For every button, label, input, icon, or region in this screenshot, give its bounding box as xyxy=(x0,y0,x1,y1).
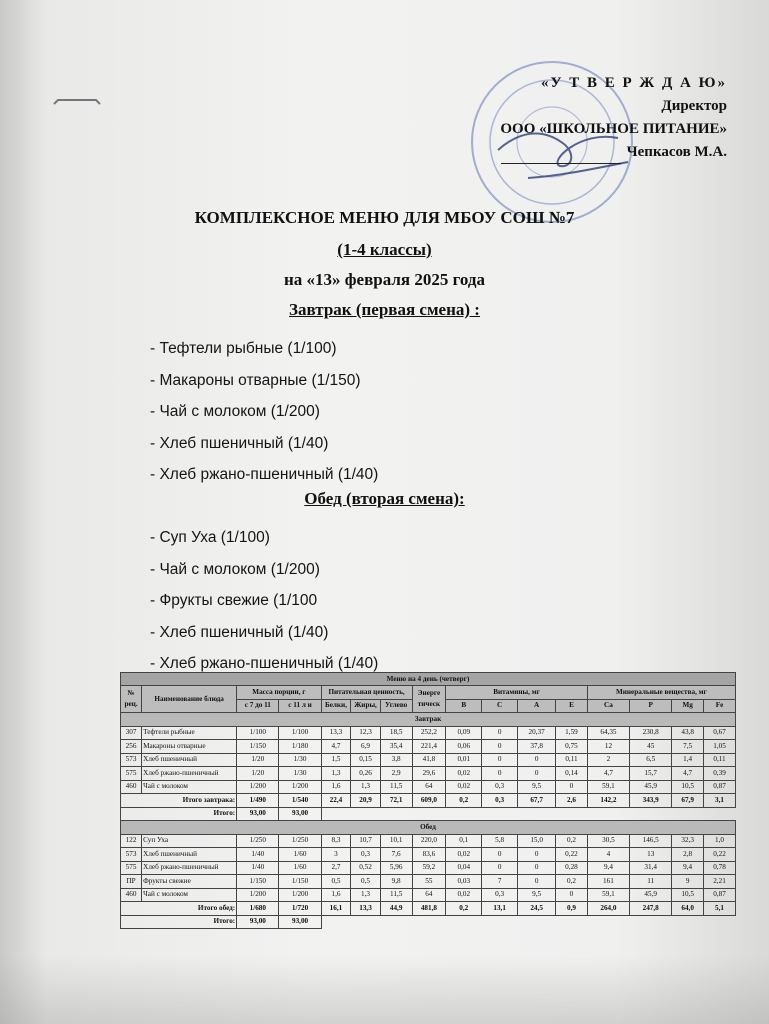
table-row xyxy=(121,888,736,902)
table-cell: 0,06 xyxy=(446,740,482,754)
table-cell: 15,7 xyxy=(630,767,672,781)
table-cell: 0 xyxy=(482,740,518,754)
total-cell: 247,8 xyxy=(630,902,672,916)
table-cell: Чай с молоком xyxy=(142,888,237,902)
table-row xyxy=(121,780,736,794)
table-cell: 29,6 xyxy=(412,767,446,781)
table-cell: Фрукты свежие xyxy=(142,875,237,889)
total-cell: 0,2 xyxy=(446,794,482,808)
table-cell: 575 xyxy=(121,767,142,781)
table-cell: 6,9 xyxy=(351,740,381,754)
sum-cell: 93,00 xyxy=(279,915,321,929)
table-cell: 0 xyxy=(482,767,518,781)
table-cell: 1,4 xyxy=(672,753,704,767)
table-cell: 221,4 xyxy=(412,740,446,754)
table-cell: 161 xyxy=(587,875,629,889)
table-cell: 1,0 xyxy=(704,834,736,848)
table-cell: 1/20 xyxy=(237,767,279,781)
table-cell: 1,6 xyxy=(321,780,351,794)
table-cell: 43,8 xyxy=(672,726,704,740)
table-cell: 3 xyxy=(321,848,351,862)
col-minerals: Минеральные вещества, мг xyxy=(587,686,735,700)
col-nutr: Питательная ценность, xyxy=(321,686,412,700)
table-cell: 0,3 xyxy=(351,848,381,862)
total-cell: 343,9 xyxy=(630,794,672,808)
total-row xyxy=(121,794,736,808)
list-item: - Фрукты свежие (1/100 xyxy=(150,592,318,609)
table-cell: 1/200 xyxy=(237,888,279,902)
total-cell: 24,5 xyxy=(518,902,556,916)
table-cell: 30,5 xyxy=(587,834,629,848)
total-cell: 13,1 xyxy=(482,902,518,916)
table-cell: 7,6 xyxy=(380,848,412,862)
table-cell: 0,75 xyxy=(556,740,588,754)
table-cell: 7 xyxy=(482,875,518,889)
list-item: - Хлеб пшеничный (1/40) xyxy=(150,623,329,641)
table-cell: 1/30 xyxy=(279,767,321,781)
col-name: Наименование блюда xyxy=(142,686,237,713)
total-cell: 20,9 xyxy=(351,794,381,808)
table-cell: 13,3 xyxy=(321,726,351,740)
table-cell: 1/180 xyxy=(279,740,321,754)
table-cell: 9,5 xyxy=(518,888,556,902)
col-fe: Fe xyxy=(704,699,736,713)
table-row xyxy=(121,848,736,862)
table-cell: 122 xyxy=(121,834,142,848)
table-cell: 1,59 xyxy=(556,726,588,740)
table-cell: 0 xyxy=(482,861,518,875)
col-num: № рец. xyxy=(121,686,142,713)
signature-line xyxy=(501,149,621,164)
table-cell: 0,11 xyxy=(704,753,736,767)
table-cell: 0,1 xyxy=(446,834,482,848)
table-row xyxy=(121,767,736,781)
col-carbs: Углево xyxy=(380,699,412,713)
col-fat: Жиры, xyxy=(351,699,381,713)
table-cell: 0 xyxy=(482,848,518,862)
table-cell: 10,7 xyxy=(351,834,381,848)
table-cell: 11,5 xyxy=(380,780,412,794)
table-cell: 64,35 xyxy=(587,726,629,740)
table-cell: Макароны отварные xyxy=(142,740,237,754)
table-cell: 55 xyxy=(412,875,446,889)
sum-cell: Итого: xyxy=(121,807,237,821)
approver-position: Директор xyxy=(661,98,727,114)
total-cell: 2,6 xyxy=(556,794,588,808)
company-name: ООО «ШКОЛЬНОЕ ПИТАНИЕ» xyxy=(500,121,727,137)
table-cell: 1/100 xyxy=(279,726,321,740)
table-cell: 1/150 xyxy=(279,875,321,889)
staple-icon xyxy=(52,98,102,106)
total-cell: 16,1 xyxy=(321,902,351,916)
table-cell: 1/150 xyxy=(237,875,279,889)
table-cell: 1/200 xyxy=(279,780,321,794)
table-cell: 1,3 xyxy=(351,888,381,902)
table-cell: 9,4 xyxy=(672,861,704,875)
table-cell: 1,3 xyxy=(351,780,381,794)
table-cell: 0,5 xyxy=(321,875,351,889)
table-row xyxy=(121,861,736,875)
table-cell: 0,02 xyxy=(446,767,482,781)
col-energy: Энерге тическ xyxy=(412,686,446,713)
table-cell: 10,5 xyxy=(672,888,704,902)
table-cell: 12 xyxy=(587,740,629,754)
table-cell: 0,02 xyxy=(446,888,482,902)
total-cell: 5,1 xyxy=(704,902,736,916)
table-cell: 59,1 xyxy=(587,780,629,794)
total-cell: 1/680 xyxy=(237,902,279,916)
col-mass: Масса порции, г xyxy=(237,686,322,700)
table-cell: 0,39 xyxy=(704,767,736,781)
table-cell: 35,4 xyxy=(380,740,412,754)
table-cell: 59,2 xyxy=(412,861,446,875)
table-cell: 220,0 xyxy=(412,834,446,848)
list-item: - Макароны отварные (1/150) xyxy=(150,371,361,389)
lunch-list xyxy=(150,522,378,680)
table-cell: Хлеб ржано-пшеничный xyxy=(142,861,237,875)
nutrition-table-wrapper xyxy=(120,672,736,929)
table-cell: 41,8 xyxy=(412,753,446,767)
table-cell: 9,4 xyxy=(587,861,629,875)
table-cell: 2 xyxy=(587,753,629,767)
approval-block xyxy=(500,72,727,164)
total-cell: 0,9 xyxy=(556,902,588,916)
table-cell: 146,5 xyxy=(630,834,672,848)
table-cell: 4,7 xyxy=(321,740,351,754)
total-cell: 609,0 xyxy=(412,794,446,808)
section-row xyxy=(121,713,736,727)
list-item: - Тефтели рыбные (1/100) xyxy=(150,340,337,357)
table-cell: 573 xyxy=(121,753,142,767)
table-cell: 0,03 xyxy=(446,875,482,889)
sum-cell: 93,00 xyxy=(279,807,321,821)
table-cell: 8,3 xyxy=(321,834,351,848)
table-cell: 11,5 xyxy=(380,888,412,902)
table-cell: 4 xyxy=(587,848,629,862)
total-row xyxy=(121,902,736,916)
table-cell: 0,5 xyxy=(351,875,381,889)
total-cell: 1/490 xyxy=(237,794,279,808)
table-cell: 460 xyxy=(121,888,142,902)
total-cell: Итого обед: xyxy=(121,902,237,916)
table-cell: 0 xyxy=(556,780,588,794)
table-cell: 83,6 xyxy=(412,848,446,862)
total-cell: 64,0 xyxy=(672,902,704,916)
menu-date: на «13» февраля 2025 года xyxy=(283,270,486,289)
table-cell: 0,04 xyxy=(446,861,482,875)
table-cell: 9,5 xyxy=(518,780,556,794)
table-cell: 0,14 xyxy=(556,767,588,781)
page-title: КОМПЛЕКСНОЕ МЕНЮ ДЛЯ МБОУ СОШ №7 xyxy=(194,208,575,227)
table-cell: 2,8 xyxy=(672,848,704,862)
table-cell: 0,11 xyxy=(556,753,588,767)
col-protein: Белки, xyxy=(321,699,351,713)
table-cell: 64 xyxy=(412,780,446,794)
col-mass-11: с 11 л и xyxy=(279,699,321,713)
section-title: Обед xyxy=(121,821,736,835)
table-cell: 0,09 xyxy=(446,726,482,740)
table-cell: Хлеб пшеничный xyxy=(142,848,237,862)
signer-name: Чепкасов М.А. xyxy=(626,144,727,160)
table-row xyxy=(121,726,736,740)
table-cell: 0 xyxy=(482,726,518,740)
section-title: Завтрак xyxy=(121,713,736,727)
total-cell: 0,3 xyxy=(482,794,518,808)
table-cell: 10,1 xyxy=(380,834,412,848)
table-cell: 7,5 xyxy=(672,740,704,754)
table-cell: 1/100 xyxy=(237,726,279,740)
table-cell: 0,87 xyxy=(704,780,736,794)
table-cell: 9,8 xyxy=(380,875,412,889)
table-cell: 0,01 xyxy=(446,753,482,767)
table-cell: Чай с молоком xyxy=(142,780,237,794)
list-item: - Хлеб ржано-пшеничный (1/40) xyxy=(150,655,379,672)
table-cell: 20,37 xyxy=(518,726,556,740)
table-cell: Тефтели рыбные xyxy=(142,726,237,740)
section-row xyxy=(121,821,736,835)
table-cell: 1/200 xyxy=(279,888,321,902)
table-cell: 575 xyxy=(121,861,142,875)
table-cell: Суп Уха xyxy=(142,834,237,848)
list-item: - Хлеб ржано-пшеничный (1/40) xyxy=(150,466,379,483)
empty-cell xyxy=(321,807,735,821)
sum-row xyxy=(121,807,736,821)
total-cell: 481,8 xyxy=(412,902,446,916)
total-cell: 44,9 xyxy=(380,902,412,916)
table-cell: 3,8 xyxy=(380,753,412,767)
list-item: - Хлеб пшеничный (1/40) xyxy=(150,434,329,452)
empty-cell xyxy=(321,915,735,929)
approve-label: «У Т В Е Р Ж Д А Ю» xyxy=(540,75,727,91)
list-item: - Чай с молоком (1/200) xyxy=(150,403,320,420)
table-row xyxy=(121,753,736,767)
breakfast-list xyxy=(150,333,378,491)
list-item: - Суп Уха (1/100) xyxy=(150,529,270,546)
table-cell: 37,8 xyxy=(518,740,556,754)
table-cell: 1/200 xyxy=(237,780,279,794)
nutrition-table xyxy=(120,672,736,929)
table-row xyxy=(121,740,736,754)
table-cell: 1,3 xyxy=(321,767,351,781)
col-vit-b: B xyxy=(446,699,482,713)
total-cell: 1/540 xyxy=(279,794,321,808)
table-cell: 0,3 xyxy=(482,780,518,794)
col-mass-7-11: с 7 до 11 xyxy=(237,699,279,713)
table-cell: 0 xyxy=(518,848,556,862)
lunch-heading: Обед (вторая смена): xyxy=(304,489,465,508)
col-vit-c: C xyxy=(482,699,518,713)
table-cell: 0 xyxy=(556,888,588,902)
table-cell: 0,78 xyxy=(704,861,736,875)
table-cell: 1,05 xyxy=(704,740,736,754)
total-cell: 22,4 xyxy=(321,794,351,808)
sum-cell: 93,00 xyxy=(237,915,279,929)
table-cell: 2,9 xyxy=(380,767,412,781)
table-cell: 0,87 xyxy=(704,888,736,902)
table-cell: 0,67 xyxy=(704,726,736,740)
table-cell: 1/250 xyxy=(279,834,321,848)
table-cell: 5,96 xyxy=(380,861,412,875)
table-cell: 0,22 xyxy=(556,848,588,862)
total-cell: 264,0 xyxy=(587,902,629,916)
table-cell: 0,52 xyxy=(351,861,381,875)
table-cell: 4,7 xyxy=(587,767,629,781)
table-cell: 460 xyxy=(121,780,142,794)
table-cell: 13 xyxy=(630,848,672,862)
table-cell: 0 xyxy=(518,861,556,875)
table-cell: 6,5 xyxy=(630,753,672,767)
sum-cell: Итого: xyxy=(121,915,237,929)
table-cell: 1/20 xyxy=(237,753,279,767)
table-cell: 5,8 xyxy=(482,834,518,848)
table-cell: 0,02 xyxy=(446,848,482,862)
table-cell: 4,7 xyxy=(672,767,704,781)
table-cell: 15,0 xyxy=(518,834,556,848)
table-cell: 0,2 xyxy=(556,834,588,848)
table-cell: 11 xyxy=(630,875,672,889)
sum-cell: 93,00 xyxy=(237,807,279,821)
col-vit-e: E xyxy=(556,699,588,713)
page-shadow xyxy=(0,955,769,1024)
table-cell: 1/60 xyxy=(279,861,321,875)
table-cell: 1/40 xyxy=(237,848,279,862)
table-cell: 1/150 xyxy=(237,740,279,754)
table-cell: Хлеб ржано-пшеничный xyxy=(142,767,237,781)
table-cell: 0,22 xyxy=(704,848,736,862)
total-cell: 67,9 xyxy=(672,794,704,808)
table-cell: 0,02 xyxy=(446,780,482,794)
table-cell: 1,6 xyxy=(321,888,351,902)
total-cell: 1/720 xyxy=(279,902,321,916)
table-cell: 45,9 xyxy=(630,888,672,902)
total-cell: 142,2 xyxy=(587,794,629,808)
table-cell: 32,3 xyxy=(672,834,704,848)
table-cell: 45,9 xyxy=(630,780,672,794)
col-ca: Ca xyxy=(587,699,629,713)
table-cell: 0 xyxy=(518,753,556,767)
table-cell: 230,8 xyxy=(630,726,672,740)
table-cell: 1/60 xyxy=(279,848,321,862)
table-cell: 18,5 xyxy=(380,726,412,740)
table-cell: 0,26 xyxy=(351,767,381,781)
table-cell: 573 xyxy=(121,848,142,862)
table-row xyxy=(121,834,736,848)
table-cell: ПР xyxy=(121,875,142,889)
signer-line xyxy=(500,141,727,164)
table-cell: 2,21 xyxy=(704,875,736,889)
table-row xyxy=(121,875,736,889)
col-vitamins: Витамины, мг xyxy=(446,686,588,700)
table-cell: 307 xyxy=(121,726,142,740)
table-cell: 0,2 xyxy=(556,875,588,889)
total-cell: 67,7 xyxy=(518,794,556,808)
classes-label: (1-4 классы) xyxy=(337,240,432,259)
list-item: - Чай с молоком (1/200) xyxy=(150,560,320,578)
col-mg: Mg xyxy=(672,699,704,713)
table-cell: 10,5 xyxy=(672,780,704,794)
table-cell: 0,3 xyxy=(482,888,518,902)
total-cell: 13,3 xyxy=(351,902,381,916)
table-cell: Хлеб пшеничный xyxy=(142,753,237,767)
col-vit-a: A xyxy=(518,699,556,713)
total-cell: 3,1 xyxy=(704,794,736,808)
total-cell: 0,2 xyxy=(446,902,482,916)
table-cell: 0 xyxy=(518,875,556,889)
total-cell: 72,1 xyxy=(380,794,412,808)
table-cell: 0 xyxy=(482,753,518,767)
table-caption: Меню на 4 день (четверг) xyxy=(121,673,736,686)
sum-row xyxy=(121,915,736,929)
table-cell: 0 xyxy=(518,767,556,781)
table-cell: 12,3 xyxy=(351,726,381,740)
table-cell: 1/30 xyxy=(279,753,321,767)
table-cell: 2,7 xyxy=(321,861,351,875)
table-cell: 1,5 xyxy=(321,753,351,767)
table-cell: 1/250 xyxy=(237,834,279,848)
table-cell: 0,15 xyxy=(351,753,381,767)
table-cell: 59,1 xyxy=(587,888,629,902)
breakfast-heading: Завтрак (первая смена) : xyxy=(289,300,480,319)
table-cell: 256 xyxy=(121,740,142,754)
table-cell: 0,28 xyxy=(556,861,588,875)
col-p: P xyxy=(630,699,672,713)
table-cell: 45 xyxy=(630,740,672,754)
table-cell: 252,2 xyxy=(412,726,446,740)
table-cell: 1/40 xyxy=(237,861,279,875)
table-cell: 9 xyxy=(672,875,704,889)
table-cell: 64 xyxy=(412,888,446,902)
total-cell: Итого завтрака: xyxy=(121,794,237,808)
table-cell: 31,4 xyxy=(630,861,672,875)
